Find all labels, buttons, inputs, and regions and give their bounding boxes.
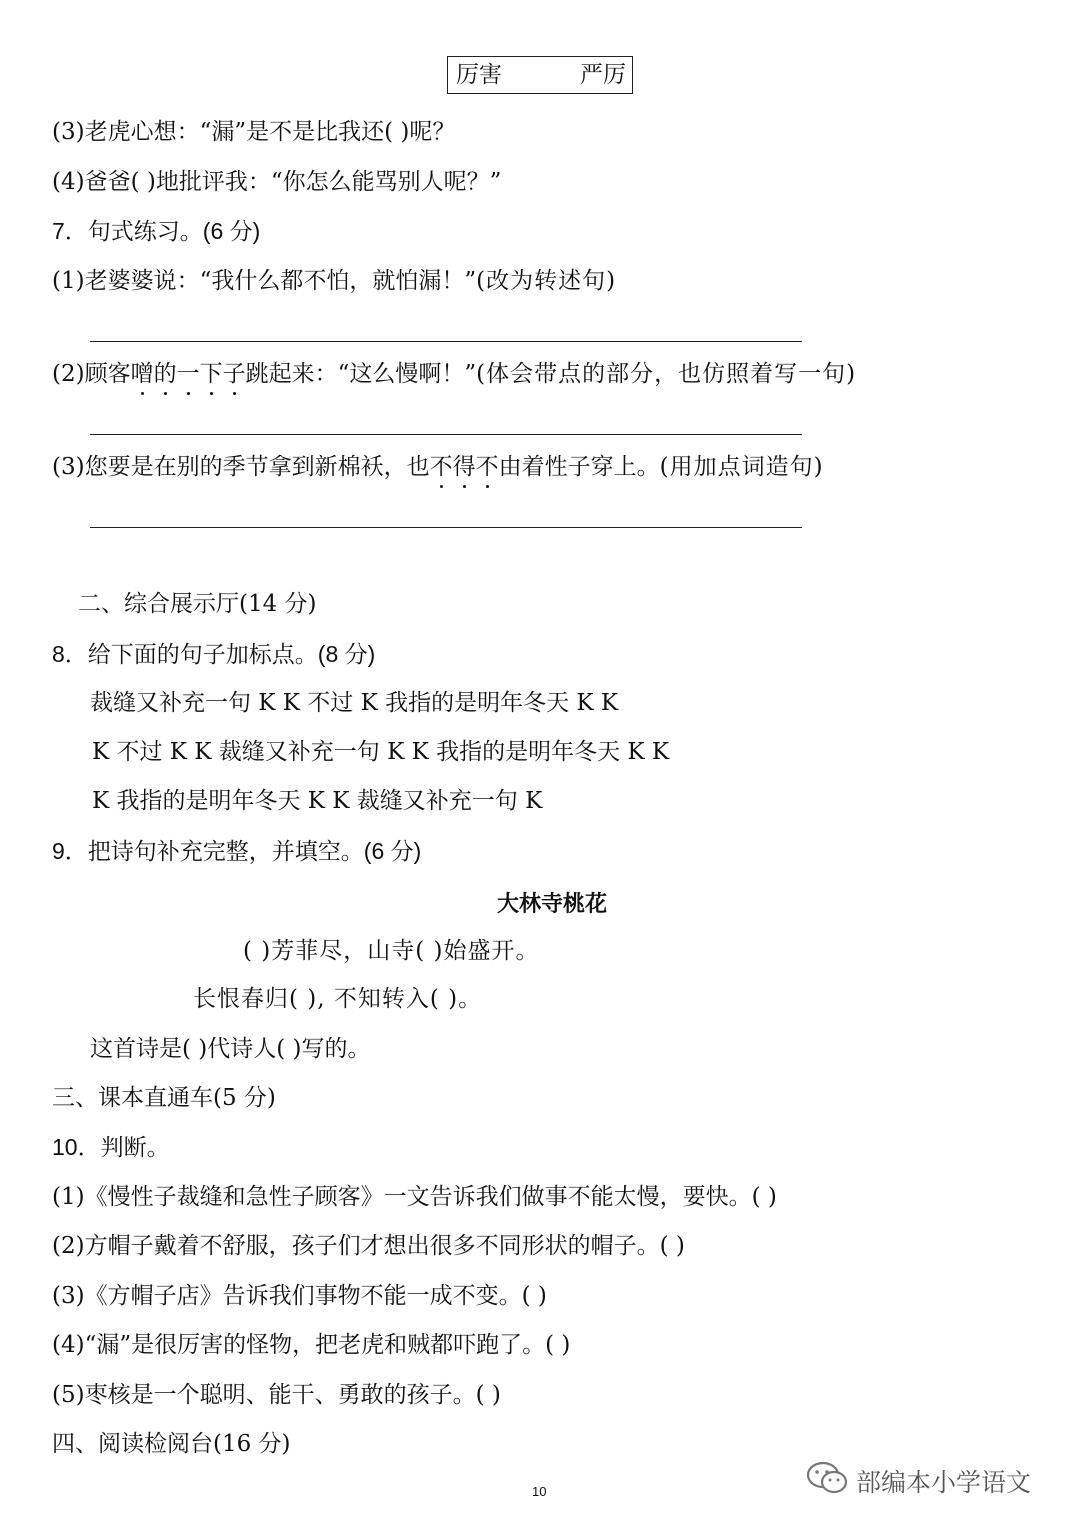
poem-line-1: ( )芳菲尽，山寺( )始盛开。: [243, 938, 540, 964]
dotted-char: 下: [199, 361, 223, 387]
q10-item: (1)《慢性子裁缝和急性子顾客》一文告诉我们做事不能太慢，要快。( ): [52, 1184, 777, 1210]
poem-title: 大林寺桃花: [497, 892, 608, 917]
q7-item-3: [52, 452, 824, 482]
q6-item-3: (3)老虎心想：“漏”是不是比我还( )呢？: [52, 119, 456, 145]
dotted-char: 的: [153, 361, 177, 387]
q6-item-4: (4)爸爸( )地批评我：“你怎么能骂别人呢？”: [52, 169, 502, 195]
word-choice-box: [447, 56, 633, 94]
q8-line-1: 裁缝又补充一句 K K 不过 K 我指的是明年冬天 K K: [90, 690, 619, 716]
q9-title-text: 9．把诗句补充完整，并填空。(6 分): [52, 838, 422, 864]
q8-line-2: K 不过 K K 裁缝又补充一句 K K 我指的是明年冬天 K K: [92, 739, 670, 765]
q7-title: [52, 216, 260, 247]
q7-item-2-post: 跳起来：“这么慢啊！”: [245, 361, 477, 387]
poem-line-2: 长恨春归( ), 不知转入( )。: [193, 986, 483, 1012]
q8-title-text: 8．给下面的句子加标点。(8 分): [52, 641, 376, 667]
q8-title: [52, 639, 375, 670]
q10-item: (5)枣核是一个聪明、能干、勇敢的孩子。( ): [52, 1382, 501, 1408]
section-2-title: 二、综合展示厅(14 分): [78, 591, 317, 617]
q7-item-2: [52, 359, 856, 389]
q10-item: (2)方帽子戴着不舒服，孩子们才想出很多不同形状的帽子。( ): [52, 1233, 685, 1259]
dotted-char: 噌: [130, 361, 154, 387]
section-4-title: 四、阅读检阅台(16 分): [52, 1431, 291, 1457]
word-option-lihai: 厉害: [456, 62, 502, 88]
answer-line-q7-3[interactable]: [90, 527, 802, 528]
q9-fill-blank: 这首诗是( )代诗人( )写的。: [90, 1036, 371, 1062]
answer-line-q7-1[interactable]: [90, 341, 802, 342]
dotted-char: 子: [222, 361, 246, 387]
q10-item: (3)《方帽子店》告诉我们事物不能一成不变。( ): [52, 1283, 547, 1309]
q9-title: [52, 836, 421, 867]
q7-item-2-pre: (2)顾客: [52, 361, 131, 387]
q8-line-3: K 我指的是明年冬天 K K 裁缝又补充一句 K: [92, 788, 543, 814]
q7-title-text: 7．句式练习。(6 分): [52, 218, 261, 244]
wechat-icon: [806, 1460, 850, 1496]
answer-line-q7-2[interactable]: [90, 434, 802, 435]
q7-item-2-note: (体会带点的部分，也仿照着写一句): [476, 361, 857, 387]
watermark-text: 部编本小学语文: [856, 1468, 1032, 1497]
q7-item-1-note: (改为转述句): [476, 268, 617, 294]
q7-item-1: [52, 266, 616, 296]
q7-item-3-pre: (3)您要是在别的季节拿到新棉袄，也: [52, 454, 430, 480]
q7-item-1-text: (1)老婆婆说：“我什么都不怕，就怕漏！”: [52, 268, 477, 294]
page-number: 10: [532, 1484, 547, 1499]
q10-item: (4)“漏”是很厉害的怪物，把老虎和贼都吓跑了。( ): [52, 1332, 571, 1358]
q10-title-text: 10．判断。: [52, 1134, 170, 1160]
q7-item-3-post: 由着性子穿上。: [498, 454, 660, 480]
dotted-char: 一: [176, 361, 200, 387]
dotted-char: 不: [475, 454, 499, 480]
word-option-yanli: 严厉: [580, 62, 626, 88]
section-3-title: 三、课本直通车(5 分): [52, 1085, 276, 1111]
dotted-char: 不: [429, 454, 453, 480]
dotted-char: 得: [452, 454, 476, 480]
q7-item-3-note: (用加点词造句): [659, 454, 824, 480]
q10-title: [52, 1132, 170, 1163]
